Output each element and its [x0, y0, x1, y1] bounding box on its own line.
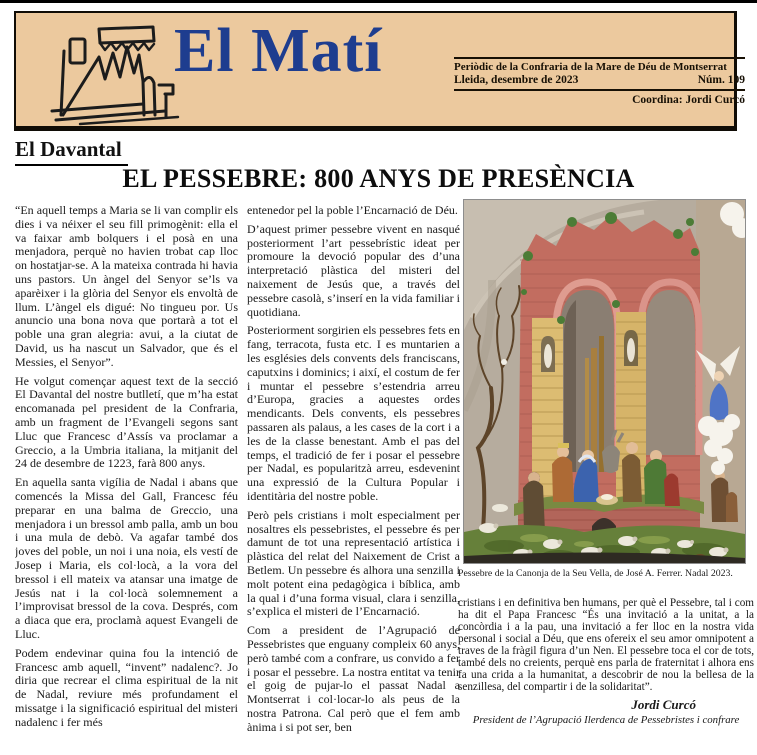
paragraph: Però pels cristians i molt especialment per nosaltres els pessebristes, el pessebre és per damunt de tot una representació artística i plàstica del relat del Naixement de Crist a Betlem. Un pessebre és alhora una senzilla i molt potent eina pedagògica i bíblica, amb la qual i d’una forma visual, clara i senzilla, s’explica el misteri de l’Encarnació. [247, 507, 460, 619]
paragraph: cristians i en definitiva ben humans, per què el Pessebre, tal i com ha dit el Papa Francesc “És una invitació a la unitat, a la concòrdia i a la pau, una invitació a fer lloc en la nostra vida personal i social a Déu, que ens ofereix el seu amor omnipotent a traves de la fràgil figura d’un Nen. El pessebre toca el cor de tots, també dels no creients, perquè ens parla de fraternitat i alhora ens fa una crida a la humanitat, a descobrir de nou la bellesa de la senzillesa, del compartir i de la solidaritat”. [458, 597, 754, 693]
article-column-2 [247, 204, 460, 755]
masthead-subtitle: Periòdic de la Confraria de la Mare de Déu de Montserrat [454, 61, 727, 73]
masthead-info [454, 57, 745, 106]
newspaper-title: El Matí [174, 17, 383, 85]
paragraph: “En aquell temps a Maria se li van complir els dies i va néixer el seu fill primogènit: ella el va faixar amb bolquers i el posà en una menjadora, perquè no havien trobat cap lloc on hostatjar-se. A la mateixa contrada hi havia uns pastors. Un àngel del Senyor se’ls va aparèixer i la glòria del Senyor els envoltà de llum. L’àngel els digué: No tingueu por. Us anuncio una bona nova que portarà a tot el poble una gran alegria: avui, a la ciutat de David, us ha nascut un Salvador, que és el Messies, el Senyor”. [15, 204, 238, 369]
paragraph: Podem endevinar quina fou la intenció de Francesc amb aquell, “invent” nadalenc?. Jo diria que recrear el clima espiritual de la nit de Nadal, reviure més profundament el missatge i la significació espiritual del misteri nadalenc i fer més [15, 645, 238, 729]
issue-number: Núm. 109 [697, 74, 745, 86]
paragraph: He volgut començar aquest text de la secció El Davantal del nostre butlletí, que m’ha estat encomanada pel president de la Confraria, amb un fragment de l’Evangeli segons sant Lluc que Francesc d’Assís va proclamar a Greccio, a la Umbria italiana, la mitjanit del 24 de desembre de 1223, farà 800 anys. [15, 373, 238, 471]
paragraph: Posteriorment sorgirien els pessebres fets en fang, terracota, fusta etc. I es muntarien a les esglésies dels convents dels franciscans, caputxins i dominics; i així, el costum de fer i muntar el pessebre s’estendria arreu d’Europa, gracies a aquestes ordes mendicants. Dels convents, els pessebres passaren als palaus, a les cases de la cort i a les de la classe benestant. Amb el pas del temps, el tradició de fer i posar el pessebre per Nadal, es popularitzà arreu, esdevenint una expressió de la Cultura Popular i identitària del nostre poble. [247, 323, 460, 503]
article-column-3 [458, 597, 754, 726]
paragraph: entenedor pel la poble l’Encarnació de Déu. [247, 204, 458, 217]
montserrat-logo-icon [42, 23, 192, 127]
nativity-photo [463, 199, 746, 564]
top-rule [0, 0, 757, 3]
signature-role: President de l’Agrupació Ilerdenca de Pessebristes i confrare [472, 714, 740, 726]
nativity-photo-figure [458, 199, 754, 579]
photo-caption: Pessebre de la Canonja de la Seu Vella, de José A. Ferrer. Nadal 2023. [458, 568, 733, 579]
paragraph: D’aquest primer pessebre vivent en nasqué posteriorment l’art pessebrístic ideat per promoure la devoció popular des d’una interpretació plàstica del misteri del naixement de Jesús que, a través del pessebre casolà, s’inserí en la vida familiar i quotidiana. [247, 221, 460, 319]
coordinator-line: Coordina: Jordi Curcó [632, 94, 745, 106]
masthead [14, 11, 745, 131]
paragraph: Com a president de l’Agrupació de Pessebristes que enguany compleix 60 anys, però també com a confrare, us convido a fer i posar el pessebre. La nostra entitat va tenir el goig de pujar-lo el passat Nadal a Montserrat i col·locar-lo als peus de la nostra Patrona. Cal però que el fem amb ànima i si pot ser, ben [247, 623, 460, 734]
signature-name: Jordi Curcó [631, 697, 696, 712]
section-label: El Davantal [15, 137, 128, 166]
article-column-1 [15, 204, 238, 755]
masthead-place-date: Lleida, desembre de 2023 [454, 74, 579, 86]
paragraph: En aquella santa vigília de Nadal i abans que comencés la Missa del Gall, Francesc féu preparar en una balma de Greccio, una menjadora i un bressol amb palla, amb un bou i una mula de debò. Va agafar també dos joves del poble, un noi i una noia, els vestí de Josep i Maria, els col·locà, a la vora del bressol i ell mateix va atansar una imatge de Jesús nat i la col·locà solemnement a l’improvisat bressol de la cova. Després, com a diaca que era, proclamà aquest Evangeli de Lluc. [15, 475, 238, 641]
article-headline: EL PESSEBRE: 800 ANYS DE PRESÈNCIA [122, 164, 635, 193]
masthead-dateline [454, 73, 745, 89]
